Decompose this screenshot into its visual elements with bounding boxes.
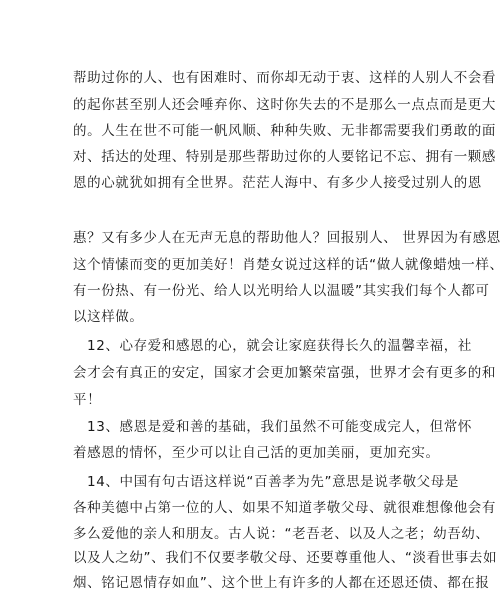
text-line: 会才会有真正的安定，国家才会更加繁荣富强，世界才会有更多的和 xyxy=(73,365,496,381)
text-line: 这个情愫而变的更加美好！肖楚女说过这样的话“做人就像蜡烛一样、 xyxy=(73,257,504,273)
text-line: 各种美德中占第一位的人、如果不知道孝敬父母、就很难想像他会有 xyxy=(73,500,496,516)
text-line: 以及人之幼”、我们不仅要孝敬父母、还要尊重他人、“淡看世事去如 xyxy=(73,550,498,566)
text-line: 的。人生在世不可能一帆风顺、种种失败、无非都需要我们勇敢的面 xyxy=(73,123,496,139)
text-line: 13、感恩是爱和善的基础，我们虽然不可能变成完人，但常怀 xyxy=(87,419,472,435)
text-line: 着感恩的情怀，至少可以让自己活的更加美丽，更加充实。 xyxy=(73,445,440,461)
text-line: 12、心存爱和感恩的心，就会让家庭获得长久的温馨幸福，社 xyxy=(87,338,472,354)
text-line: 对、括达的处理、特别是那些帮助过你的人要铭记不忘、拥有一颗感 xyxy=(73,149,496,165)
text-line: 以这样做。 xyxy=(73,309,144,325)
text-line: 有一份热、有一份光、给人以光明给人以温暖”其实我们每个人都可 xyxy=(73,283,490,299)
text-line: 的起你甚至别人还会唾弃你、这时你失去的不是那么一点点而是更大 xyxy=(73,97,496,113)
text-line: 多么爱他的亲人和朋友。古人说：“老吾老、以及人之老；幼吾幼、 xyxy=(73,526,490,542)
text-line: 14、中国有句古语这样说“百善孝为先”意思是说孝敬父母是 xyxy=(87,474,459,490)
text-line: 恩的心就犹如拥有全世界。茫茫人海中、有多少人接受过别人的恩 xyxy=(73,175,482,191)
text-line: 帮助过你的人、也有困难时、而你却无动于衷、这样的人别人不会看 xyxy=(73,70,496,86)
text-line: 平！ xyxy=(73,392,102,408)
text-line: 惠？又有多少人在无声无息的帮助他人？回报别人、 世界因为有感恩 xyxy=(73,230,501,246)
text-line: 烟、铭记恩情存如血”、这个世上有许多的人都在还恩还债、都在报 xyxy=(73,575,490,591)
